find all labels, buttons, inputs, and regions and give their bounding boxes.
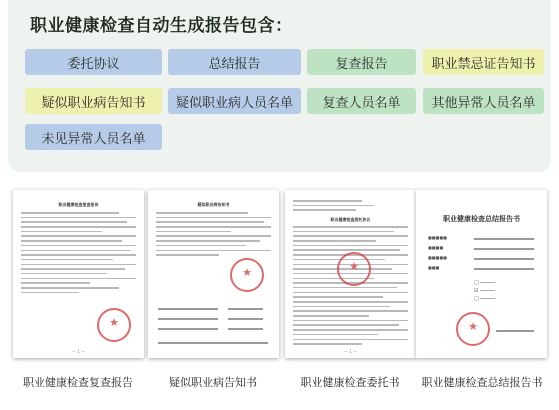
document-thumbnail-entrustment-agreement xyxy=(285,190,416,358)
field-label: ■■■■■ xyxy=(428,255,447,260)
field-label: ■■■ xyxy=(428,265,440,270)
page-number: — 1 — xyxy=(71,349,86,354)
field-line xyxy=(474,268,534,270)
section-heading: 职业健康检查自动生成报告包含： xyxy=(30,16,293,36)
checkbox-option: ☑ ───── xyxy=(474,288,496,294)
document-text-lines xyxy=(21,212,136,296)
red-seal-stamp xyxy=(97,308,131,342)
report-contents-panel xyxy=(8,0,551,172)
date-line xyxy=(228,328,263,330)
caption-recheck-report: 职业健康检查复查报告 xyxy=(23,376,133,389)
document-title: 职业健康检查复查报告 xyxy=(58,202,99,207)
document-title: 疑似职业病告知书 xyxy=(197,202,230,207)
caption-entrustment-letter: 职业健康检查委托书 xyxy=(300,376,400,389)
red-seal-stamp xyxy=(337,252,371,286)
signature-line xyxy=(158,328,218,330)
tag-suspected-disease-list: 疑似职业病人员名单 xyxy=(168,88,301,114)
tag-other-abnormal-list: 其他异常人员名单 xyxy=(423,88,544,114)
field-label: ■■■■ xyxy=(428,245,444,250)
tag-summary-report: 总结报告 xyxy=(168,49,301,75)
caption-suspected-disease-notice: 疑似职业病告知书 xyxy=(169,376,257,389)
tag-suspected-disease-notice: 疑似职业病告知书 xyxy=(25,88,162,114)
document-title: 职业健康检查委托协议 xyxy=(330,217,371,222)
caption-summary-report: 职业健康检查总结报告书 xyxy=(421,376,543,389)
tag-normal-list: 未见异常人员名单 xyxy=(25,124,162,150)
date-line xyxy=(228,308,263,310)
tag-recheck-list: 复查人员名单 xyxy=(307,88,416,114)
tag-entrustment-agreement: 委托协议 xyxy=(25,49,162,75)
signature-line xyxy=(158,308,218,310)
date-line xyxy=(228,318,263,320)
checkbox-option: □ ───── xyxy=(474,280,496,286)
field-line xyxy=(474,248,534,250)
document-text-lines xyxy=(293,226,408,348)
red-seal-stamp xyxy=(230,258,264,292)
checkbox-option: □ ───── xyxy=(474,296,496,302)
tag-contraindication-notice: 职业禁忌证告知书 xyxy=(423,49,544,75)
red-seal-stamp xyxy=(456,312,490,346)
document-thumbnail-recheck-report xyxy=(13,190,144,358)
document-title: 职业健康检查总结报告书 xyxy=(443,215,520,223)
footer-line xyxy=(158,342,268,344)
document-thumbnail-suspected-disease-notice xyxy=(148,190,279,358)
field-label: ■■■■■ xyxy=(428,235,447,240)
document-text-lines xyxy=(156,212,271,259)
tag-recheck-report: 复查报告 xyxy=(307,49,416,75)
field-line xyxy=(474,238,534,240)
document-thumbnail-summary-report xyxy=(416,190,547,358)
page-number: — 1 — xyxy=(343,349,358,354)
document-header-lines xyxy=(293,200,408,214)
signature-line xyxy=(158,318,218,320)
date-line xyxy=(496,330,534,332)
field-line xyxy=(474,258,534,260)
